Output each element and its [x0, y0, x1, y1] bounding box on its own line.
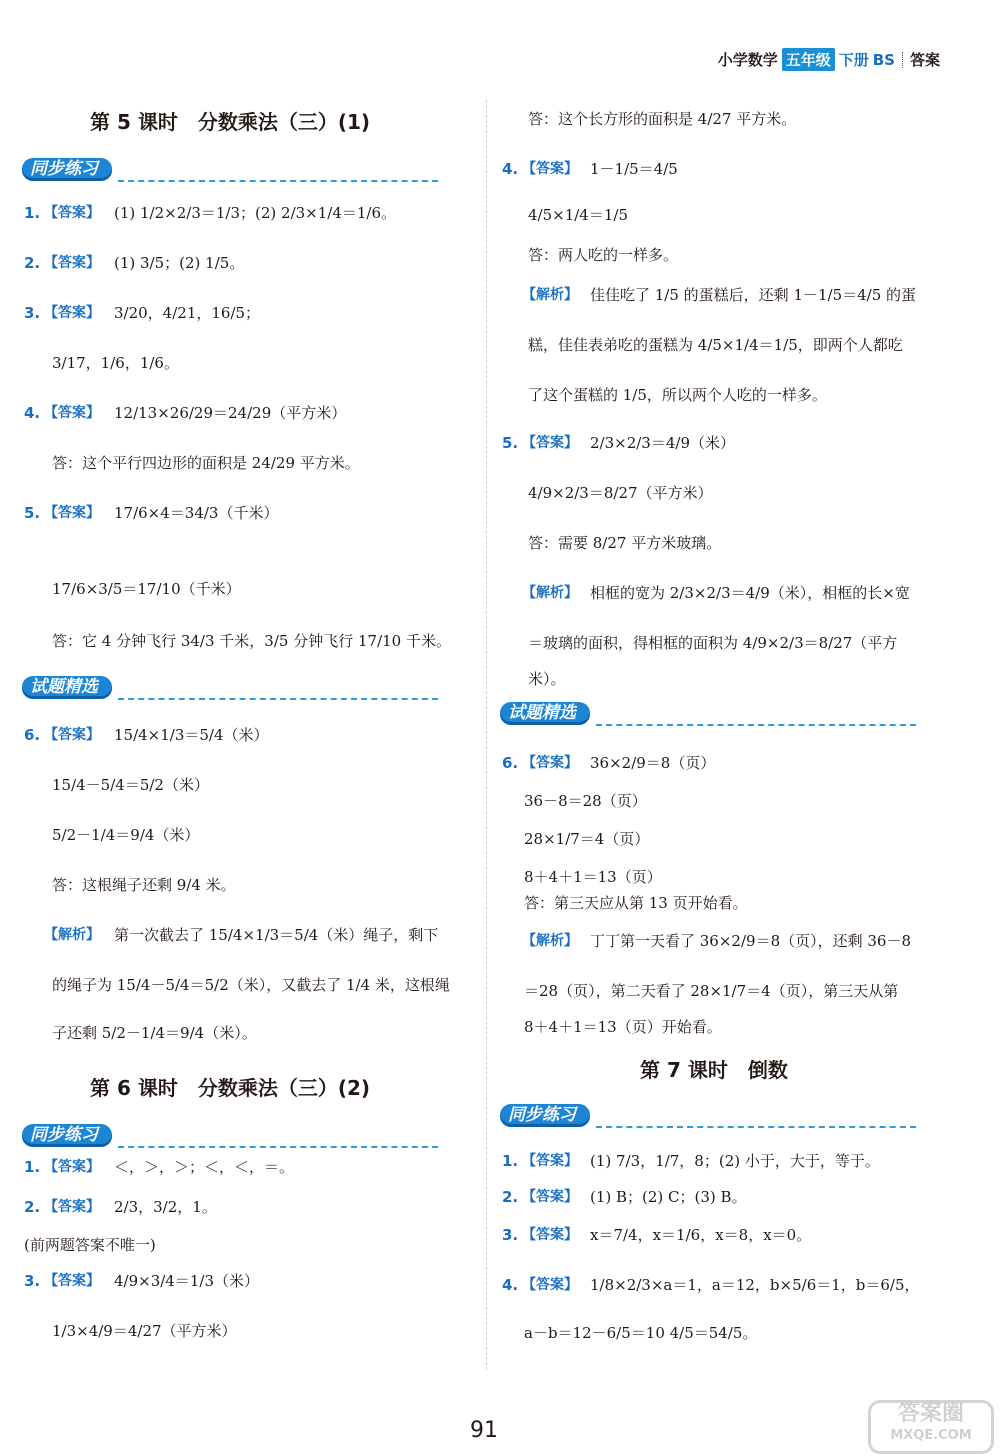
header-grade: 五年级 — [782, 48, 835, 71]
section-banner: 同步练习 — [22, 158, 112, 181]
text-line: 糕，佳佳表弟吃的蛋糕为 4/5×1/4＝1/5，即两个人都吃 — [528, 336, 903, 354]
answer-label: 【答案】 — [522, 1227, 578, 1243]
answer-label: 【解析】 — [522, 585, 578, 601]
question-number: 3. — [24, 304, 41, 322]
question-number: 4. — [24, 404, 41, 422]
watermark-logo: 答案圈 MXQE.COM — [868, 1400, 994, 1454]
text-line: 28×1/7＝4（页） — [524, 830, 650, 848]
answer-label: 【答案】 — [522, 1153, 578, 1169]
text-line: 12/13×26/29＝24/29（平方米） — [114, 404, 347, 422]
text-line: 第一次截去了 15/4×1/3＝5/4（米）绳子，剩下 — [114, 926, 439, 944]
answer-label: 【答案】 — [44, 255, 100, 271]
question-number: 1. — [24, 204, 41, 222]
question-number: 5. — [24, 504, 41, 522]
answer-label: 【答案】 — [44, 1159, 100, 1175]
page-number: 91 — [470, 1418, 498, 1443]
text-line: 3/17，1/6，1/6。 — [52, 354, 179, 372]
text-line: (1) 3/5；(2) 1/5。 — [114, 254, 245, 272]
text-line: 17/6×3/5＝17/10（千米） — [52, 580, 241, 598]
text-line: 相框的宽为 2/3×2/3＝4/9（米），相框的长×宽 — [590, 584, 910, 602]
text-line: 佳佳吃了 1/5 的蛋糕后，还剩 1－1/5＝4/5 的蛋 — [590, 286, 917, 304]
text-line: 的绳子为 15/4－5/4＝5/2（米），又截去了 1/4 米，这根绳 — [52, 976, 450, 994]
text-line: ＜，＞，＞；＜，＜，＝。 — [114, 1158, 295, 1176]
text-line: 8＋4＋1＝13（页） — [524, 868, 662, 886]
text-line: ＝28（页），第二天看了 28×1/7＝4（页），第三天从第 — [524, 982, 899, 1000]
answer-label: 【答案】 — [44, 1199, 100, 1215]
answer-label: 【解析】 — [44, 927, 100, 943]
answer-label: 【答案】 — [44, 505, 100, 521]
text-line: a－b＝12－6/5＝10 4/5＝54/5。 — [524, 1324, 758, 1342]
text-line: ＝玻璃的面积，得相框的面积为 4/9×2/3＝8/27（平方 — [528, 634, 898, 652]
text-line: 4/9×3/4＝1/3（米） — [114, 1272, 259, 1290]
question-number: 2. — [24, 1198, 41, 1216]
page-header — [718, 48, 940, 71]
answer-label: 【答案】 — [522, 1189, 578, 1205]
section-dashed-line — [118, 1146, 438, 1148]
section-dashed-line — [596, 1126, 916, 1128]
text-line: 1－1/5＝4/5 — [590, 160, 678, 178]
text-line: 15/4－5/4＝5/2（米） — [52, 776, 209, 794]
text-line: 答：第三天应从第 13 页开始看。 — [524, 894, 748, 912]
lesson-title: 第 7 课时 倒数 — [640, 1058, 788, 1082]
answer-label: 【答案】 — [522, 161, 578, 177]
question-number: 6. — [502, 754, 519, 772]
text-line: 15/4×1/3＝5/4（米） — [114, 726, 269, 744]
answer-label: 【答案】 — [522, 435, 578, 451]
text-line: 1/8×2/3×a＝1，a＝12，b×5/6＝1，b＝6/5， — [590, 1276, 920, 1294]
text-line: 36－8＝28（页） — [524, 792, 647, 810]
question-number: 2. — [502, 1188, 519, 1206]
question-number: 6. — [24, 726, 41, 744]
text-line: 了这个蛋糕的 1/5，所以两个人吃的一样多。 — [528, 386, 827, 404]
header-separator — [902, 52, 903, 68]
text-line: 2/3，3/2，1。 — [114, 1198, 217, 1216]
text-line: 答：这个平行四边形的面积是 24/29 平方米。 — [52, 454, 360, 472]
text-line: (1) 1/2×2/3＝1/3；(2) 2/3×1/4＝1/6。 — [114, 204, 397, 222]
answer-label: 【答案】 — [44, 727, 100, 743]
question-number: 3. — [24, 1272, 41, 1290]
question-number: 1. — [502, 1152, 519, 1170]
answer-label: 【答案】 — [44, 1273, 100, 1289]
text-line: 5/2－1/4＝9/4（米） — [52, 826, 200, 844]
header-volume: 下册 — [838, 51, 869, 69]
answer-label: 【答案】 — [44, 205, 100, 221]
text-line: 米）。 — [528, 670, 566, 688]
answer-label: 【答案】 — [44, 305, 100, 321]
text-line: 3/20，4/21，16/5； — [114, 304, 261, 322]
text-line: 答：这个长方形的面积是 4/27 平方米。 — [528, 110, 797, 128]
section-banner: 同步练习 — [22, 1124, 112, 1147]
text-line: 答：需要 8/27 平方米玻璃。 — [528, 534, 722, 552]
answer-label: 【答案】 — [522, 1277, 578, 1293]
header-edition: BS — [872, 50, 895, 69]
text-line: x＝7/4，x＝1/6，x＝8，x＝0。 — [590, 1226, 812, 1244]
question-number: 2. — [24, 254, 41, 272]
text-line: 36×2/9＝8（页） — [590, 754, 716, 772]
answer-label: 【答案】 — [44, 405, 100, 421]
text-line: 4/5×1/4＝1/5 — [528, 206, 628, 224]
text-line: 答：这根绳子还剩 9/4 米。 — [52, 876, 236, 894]
text-line: 8＋4＋1＝13（页）开始看。 — [524, 1018, 722, 1036]
header-answers: 答案 — [909, 51, 940, 69]
text-line: 丁丁第一天看了 36×2/9＝8（页），还剩 36－8 — [590, 932, 912, 950]
text-line: 答：两人吃的一样多。 — [528, 246, 679, 264]
section-banner: 试题精选 — [22, 676, 112, 699]
question-number: 4. — [502, 160, 519, 178]
text-line: (1) 7/3，1/7，8；(2) 小于，大于，等于。 — [590, 1152, 880, 1170]
question-number: 5. — [502, 434, 519, 452]
section-dashed-line — [118, 180, 438, 182]
section-dashed-line — [596, 724, 916, 726]
question-number: 3. — [502, 1226, 519, 1244]
text-line: 4/9×2/3＝8/27（平方米） — [528, 484, 713, 502]
text-line: 子还剩 5/2－1/4＝9/4（米）。 — [52, 1024, 257, 1042]
lesson-title: 第 6 课时 分数乘法（三）(2) — [90, 1076, 371, 1100]
text-line: (前两题答案不唯一) — [24, 1236, 156, 1254]
answer-label: 【答案】 — [522, 755, 578, 771]
question-number: 1. — [24, 1158, 41, 1176]
section-dashed-line — [118, 698, 438, 700]
text-line: 1/3×4/9＝4/27（平方米） — [52, 1322, 237, 1340]
text-line: 2/3×2/3＝4/9（米） — [590, 434, 735, 452]
section-banner: 试题精选 — [500, 702, 590, 725]
header-title: 小学数学 — [717, 51, 778, 69]
question-number: 4. — [502, 1276, 519, 1294]
column-divider — [486, 100, 487, 1370]
text-line: 答：它 4 分钟飞行 34/3 千米，3/5 分钟飞行 17/10 千米。 — [52, 632, 451, 650]
section-banner: 同步练习 — [500, 1104, 590, 1127]
text-line: 17/6×4＝34/3（千米） — [114, 504, 279, 522]
answer-label: 【解析】 — [522, 933, 578, 949]
answer-label: 【解析】 — [522, 287, 578, 303]
text-line: (1) B；(2) C；(3) B。 — [590, 1188, 747, 1206]
lesson-title: 第 5 课时 分数乘法（三）(1) — [90, 110, 371, 134]
